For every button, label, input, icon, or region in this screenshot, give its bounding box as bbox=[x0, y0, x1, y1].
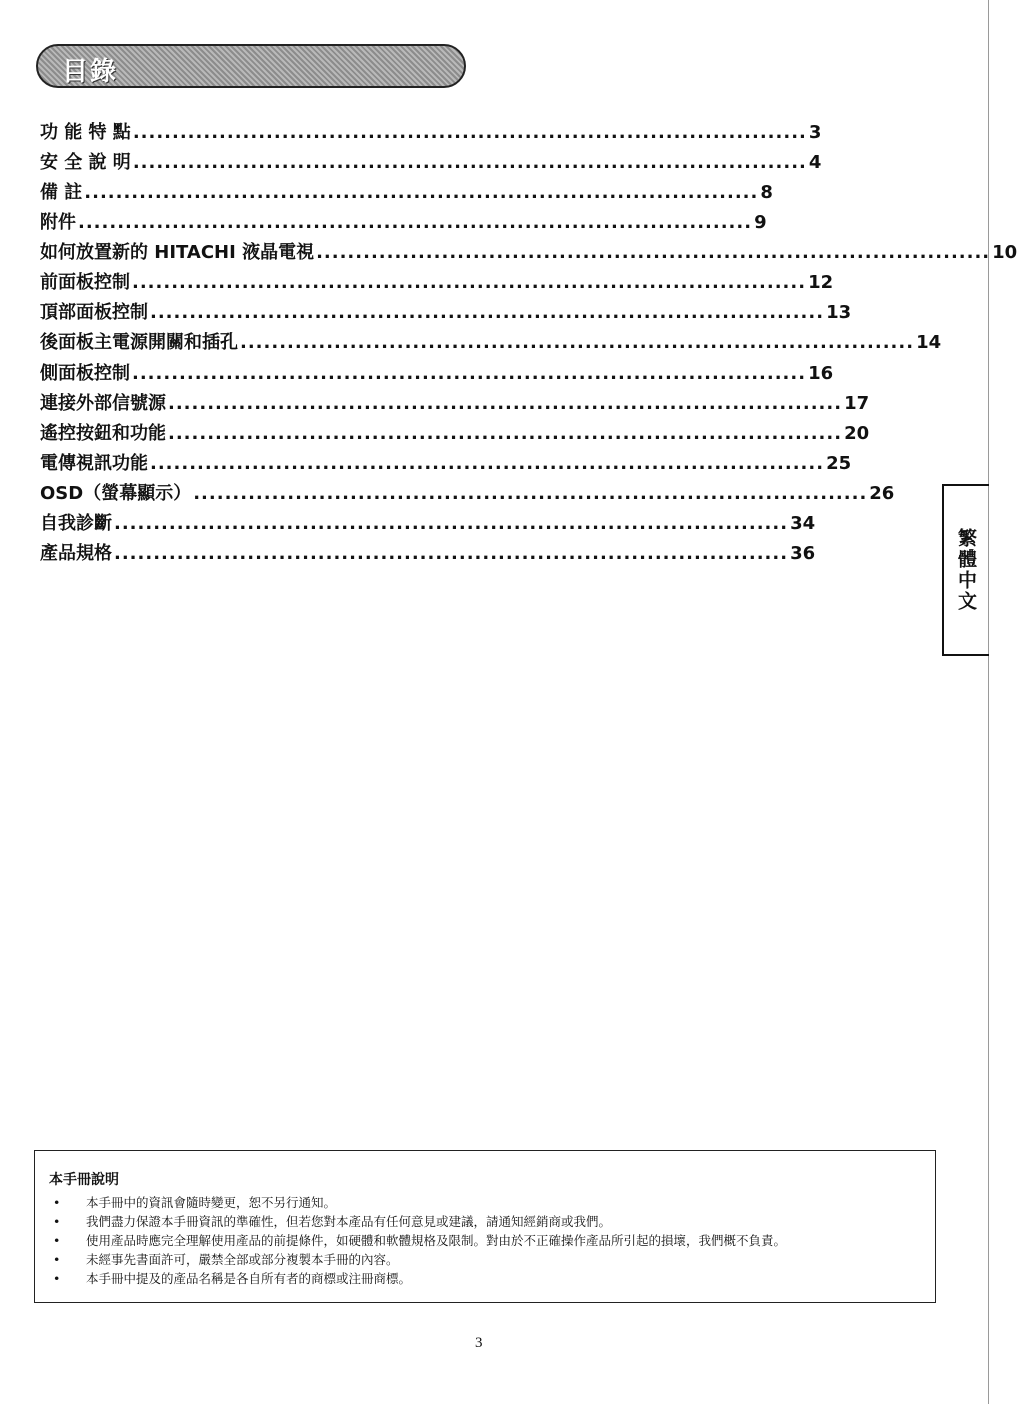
toc-leader-dots: ...................................................................................... bbox=[240, 332, 915, 354]
bullet-icon: • bbox=[53, 1271, 61, 1286]
toc-entry-page: 20 bbox=[844, 422, 870, 444]
bullet-icon: • bbox=[53, 1214, 61, 1229]
toc-leader-dots: ...................................................................................... bbox=[150, 302, 825, 324]
toc-entry[interactable] bbox=[40, 328, 942, 358]
toc-entry-title: 功 能 特 點 bbox=[40, 122, 131, 143]
toc-entry-title: 頂部面板控制 bbox=[40, 302, 148, 324]
toc-entry[interactable] bbox=[40, 509, 816, 539]
toc-leader-dots: ...................................................................................... bbox=[132, 272, 807, 294]
notice-item-text: 本手冊中提及的產品名稱是各自所有者的商標或注冊商標。 bbox=[86, 1271, 412, 1286]
toc-entry-page: 17 bbox=[844, 392, 870, 414]
toc-entry-title: OSD（螢幕顯示） bbox=[40, 482, 192, 504]
toc-entry[interactable] bbox=[40, 449, 852, 479]
page-title: 目錄 bbox=[62, 57, 119, 87]
toc-leader-dots: ...................................................................................... bbox=[132, 362, 807, 384]
language-tab-label: 繁體中文 bbox=[955, 528, 977, 612]
list-item bbox=[53, 1212, 786, 1231]
toc-leader-dots: ...................................................................................... bbox=[132, 152, 807, 174]
toc-entry-title: 後面板主電源開關和插孔 bbox=[40, 332, 238, 354]
table-of-contents bbox=[40, 118, 1017, 569]
toc-entry-title: 電傳視訊功能 bbox=[40, 452, 148, 474]
toc-entry[interactable] bbox=[40, 419, 870, 449]
toc-entry-title: 如何放置新的 HITACHI 液晶電視 bbox=[40, 242, 315, 264]
toc-entry-title: 前面板控制 bbox=[40, 272, 130, 294]
toc-entry[interactable] bbox=[40, 208, 767, 238]
toc-leader-dots: ...................................................................................... bbox=[316, 242, 991, 264]
toc-entry[interactable] bbox=[40, 479, 895, 509]
toc-entry-title: 側面板控制 bbox=[40, 362, 130, 384]
toc-entry[interactable] bbox=[40, 118, 822, 148]
toc-entry[interactable] bbox=[40, 539, 816, 569]
toc-entry[interactable] bbox=[40, 148, 822, 178]
toc-entry-page: 4 bbox=[808, 152, 822, 174]
toc-entry-page: 13 bbox=[826, 302, 852, 324]
toc-entry-page: 9 bbox=[754, 212, 767, 234]
contents-title-banner bbox=[36, 44, 466, 88]
toc-entry[interactable] bbox=[40, 238, 1017, 268]
toc-leader-dots: ...................................................................................... bbox=[84, 182, 759, 204]
toc-entry-page: 26 bbox=[869, 482, 895, 504]
toc-entry-page: 8 bbox=[760, 182, 773, 204]
toc-leader-dots: ...................................................................................... bbox=[150, 452, 825, 474]
list-item bbox=[53, 1231, 786, 1250]
notice-item-text: 使用產品時應完全理解使用產品的前提條件，如硬體和軟體規格及限制。對由於不正確操作產品所引起的損壞，我們概不負責。 bbox=[86, 1233, 787, 1248]
bullet-icon: • bbox=[53, 1252, 61, 1267]
toc-entry-page: 12 bbox=[808, 272, 834, 294]
toc-entry-page: 34 bbox=[790, 512, 816, 534]
toc-entry-page: 14 bbox=[916, 332, 942, 354]
manual-notice-box bbox=[34, 1150, 936, 1303]
toc-entry-page: 3 bbox=[808, 122, 822, 143]
toc-leader-dots: ...................................................................................... bbox=[168, 392, 843, 414]
bullet-icon: • bbox=[53, 1195, 61, 1210]
toc-entry-title: 附件 bbox=[40, 212, 76, 234]
toc-entry-title: 產品規格 bbox=[40, 542, 112, 564]
notice-list bbox=[53, 1193, 786, 1288]
toc-leader-dots: ...................................................................................... bbox=[114, 542, 789, 564]
toc-entry-page: 36 bbox=[790, 542, 816, 564]
toc-entry-page: 25 bbox=[826, 452, 852, 474]
toc-leader-dots: ...................................................................................... bbox=[168, 422, 843, 444]
toc-leader-dots: ...................................................................................... bbox=[132, 122, 807, 143]
list-item bbox=[53, 1250, 786, 1269]
bullet-icon: • bbox=[53, 1233, 61, 1248]
toc-entry-page: 10 bbox=[992, 242, 1017, 264]
list-item bbox=[53, 1193, 786, 1212]
toc-entry-title: 自我診斷 bbox=[40, 512, 112, 534]
toc-leader-dots: ...................................................................................... bbox=[78, 212, 753, 234]
toc-entry-page: 16 bbox=[808, 362, 834, 384]
page-number: 3 bbox=[475, 1335, 483, 1351]
language-side-tab bbox=[942, 484, 989, 656]
toc-entry[interactable] bbox=[40, 298, 852, 328]
toc-leader-dots: ...................................................................................... bbox=[114, 512, 789, 534]
toc-entry-title: 連接外部信號源 bbox=[40, 392, 166, 414]
notice-item-text: 我們盡力保證本手冊資訊的準確性，但若您對本產品有任何意見或建議，請通知經銷商或我們。 bbox=[86, 1214, 612, 1229]
notice-heading: 本手冊說明 bbox=[49, 1172, 119, 1188]
toc-entry[interactable] bbox=[40, 389, 870, 419]
toc-entry[interactable] bbox=[40, 178, 773, 208]
toc-entry[interactable] bbox=[40, 359, 834, 389]
list-item bbox=[53, 1269, 786, 1288]
notice-item-text: 未經事先書面許可，嚴禁全部或部分複製本手冊的內容。 bbox=[86, 1252, 399, 1267]
toc-entry-title: 備 註 bbox=[40, 182, 83, 204]
toc-entry[interactable] bbox=[40, 268, 834, 298]
notice-item-text: 本手冊中的資訊會隨時變更，恕不另行通知。 bbox=[86, 1195, 337, 1210]
toc-entry-title: 安 全 說 明 bbox=[40, 152, 131, 174]
page-edge-line bbox=[988, 0, 989, 1404]
toc-entry-title: 遙控按鈕和功能 bbox=[40, 422, 166, 444]
toc-leader-dots: ...................................................................................... bbox=[193, 482, 868, 504]
